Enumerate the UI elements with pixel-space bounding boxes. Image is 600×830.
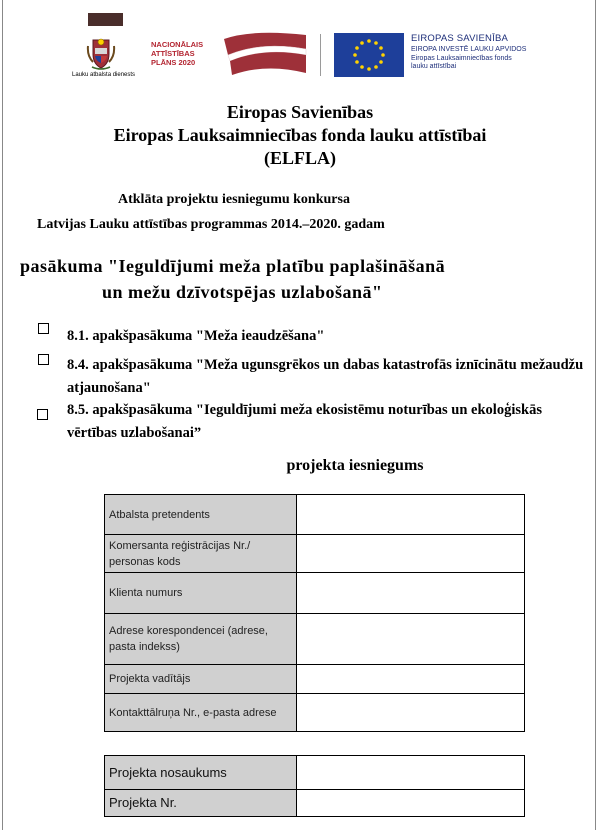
table-value-field[interactable] [297, 535, 525, 573]
table-value-field[interactable] [297, 665, 525, 694]
national-plan-text [151, 40, 203, 67]
option-label-8-4: 8.4. apakšpasākuma "Meža ugunsgrēkos un dabas katastrofās iznīcinātu mežaudžu atjaunošana" [67, 357, 584, 396]
table-label: Klienta numurs [105, 573, 297, 614]
eu-subtitle-line: Eiropas Lauksaimniecības fonds [411, 54, 512, 62]
latvia-coat-of-arms-icon [86, 36, 116, 70]
logo-separator [320, 34, 321, 76]
table-label: Komersanta reģistrācijas Nr./ personas kods [105, 535, 297, 573]
table-label: Atbalsta pretendents [105, 495, 297, 535]
table-row [105, 535, 525, 573]
heading-line-3: (ELFLA) [264, 148, 336, 168]
option-label-8-5: 8.5. apakšpasākuma "Ieguldījumi meža ekosistēmu noturības un ekoloģiskās vērtības uzlabošanai” [67, 402, 542, 441]
table-value-field[interactable] [297, 495, 525, 535]
table-row [105, 573, 525, 614]
table-row [105, 665, 525, 694]
measure-line-1: pasākuma "Ieguldījumi meža platību paplašināšanā [20, 256, 446, 276]
national-plan-flag-icon [222, 29, 308, 79]
table-row [105, 614, 525, 665]
option-checkbox-8-5[interactable] [37, 409, 48, 420]
eu-flag-icon [334, 33, 404, 77]
national-plan-line: NACIONĀLAIS [151, 40, 204, 49]
logo-strip [0, 0, 600, 90]
option-checkbox-8-4[interactable] [38, 354, 49, 365]
eu-text-block [411, 33, 526, 72]
table-value-field[interactable] [297, 694, 525, 732]
table-label: Kontakttālruņa Nr., e-pasta adrese [105, 694, 297, 732]
table-label: Projekta nosaukums [105, 756, 297, 790]
measure-line-2: un mežu dzīvotspējas uzlabošanā" [102, 282, 383, 302]
project-table [104, 755, 525, 817]
option-checkbox-8-1[interactable] [38, 323, 49, 334]
header-dark-bar [88, 13, 123, 26]
applicant-table [104, 494, 525, 732]
table-value-field[interactable] [297, 790, 525, 817]
table-value-field[interactable] [297, 573, 525, 614]
crest-caption: Lauku atbalsta dienests [72, 72, 136, 78]
competition-line-2: Latvijas Lauku attīstības programmas 2014.–2020. gadam [37, 217, 385, 232]
table-row [105, 790, 525, 817]
table-row [105, 495, 525, 535]
table-row [105, 694, 525, 732]
heading-line-2: Eiropas Lauksaimniecības fonda lauku attīstībai [113, 125, 487, 145]
eu-title: EIROPAS SAVIENĪBA [411, 33, 509, 44]
table-label: Projekta vadītājs [105, 665, 297, 694]
table-label: Projekta Nr. [105, 790, 297, 817]
eu-subtitle-line: EIROPA INVESTĒ LAUKU APVIDOS [411, 46, 527, 53]
national-plan-line: ATTĪSTĪBAS [151, 49, 195, 58]
table-value-field[interactable] [297, 756, 525, 790]
form-title: projekta iesniegums [286, 457, 424, 474]
table-value-field[interactable] [297, 614, 525, 665]
heading-line-1: Eiropas Savienības [226, 102, 374, 122]
table-label: Adrese korespondencei (adrese, pasta indekss) [105, 614, 297, 665]
eu-subtitle [411, 46, 526, 72]
competition-line-1: Atklāta projektu iesniegumu konkursa [118, 192, 350, 207]
table-row [105, 756, 525, 790]
national-plan-line: PLĀNS 2020 [151, 58, 196, 67]
option-label-8-1: 8.1. apakšpasākuma "Meža ieaudzēšana" [67, 328, 325, 344]
eu-subtitle-line: lauku attīstībai [411, 63, 457, 70]
